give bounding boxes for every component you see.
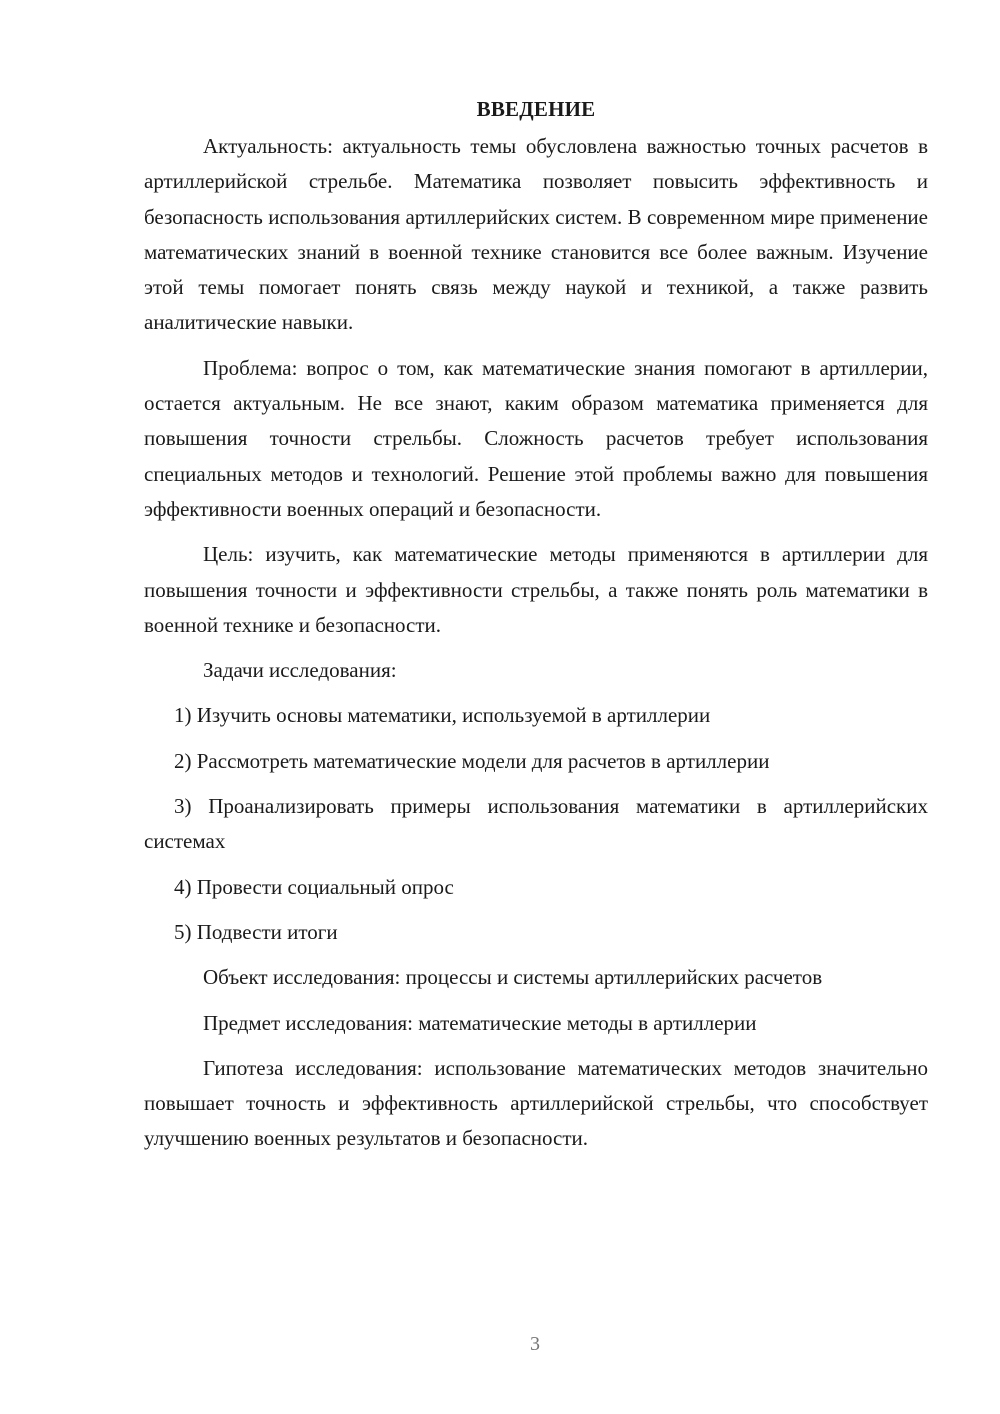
hypothesis-paragraph: Гипотеза исследования: использование математических методов значительно повышает точность и эффективность артиллерийской стрельбы, что способствует улучшению военных результатов и безопасности. — [144, 1055, 928, 1151]
problem-paragraph: Проблема: вопрос о том, как математические знания помогают в артиллерии, остается актуальным. Не все знают, каким образом математика применяется для повышения точности стрельбы. Сложность расчетов требует использования специальных методов и технологий. Решение этой проблемы важно для повышения эффективности военных операций и безопасности. — [144, 355, 928, 521]
task-item-2: 2) Рассмотреть математические модели для расчетов в артиллерии — [174, 748, 770, 773]
subject-paragraph: Предмет исследования: математические методы в артиллерии — [203, 1010, 757, 1035]
object-paragraph: Объект исследования: процессы и системы артиллерийских расчетов — [203, 965, 823, 990]
page-title: ВВЕДЕНИЕ — [476, 97, 596, 121]
task-item-5: 5) Подвести итоги — [174, 919, 338, 944]
goal-paragraph: Цель: изучить, как математические методы применяются в артиллерии для повышения точности и эффективности стрельбы, а также понять роль математики в военной технике и безопасности. — [144, 542, 928, 637]
task-item-1: 1) Изучить основы математики, используемой в артиллерии — [174, 703, 711, 728]
task-item-4: 4) Провести социальный опрос — [174, 874, 454, 899]
page-number: 3 — [530, 1333, 540, 1355]
relevance-paragraph: Актуальность: актуальность темы обусловлена важностью точных расчетов в артиллерийской стрельбе. Математика позволяет повысить эффективность и безопасность использования артиллерийских систем. В современном мире применение математических знаний в военной технике становится все более важным. Изучение этой темы помогает понять связь между наукой и техникой, а также развить аналитические навыки. — [144, 134, 928, 335]
task-item-3: 3) Проанализировать примеры использования математики в артиллерийских системах — [144, 794, 928, 854]
document-page — [144, 92, 928, 1167]
tasks-heading: Задачи исследования: — [203, 658, 397, 683]
